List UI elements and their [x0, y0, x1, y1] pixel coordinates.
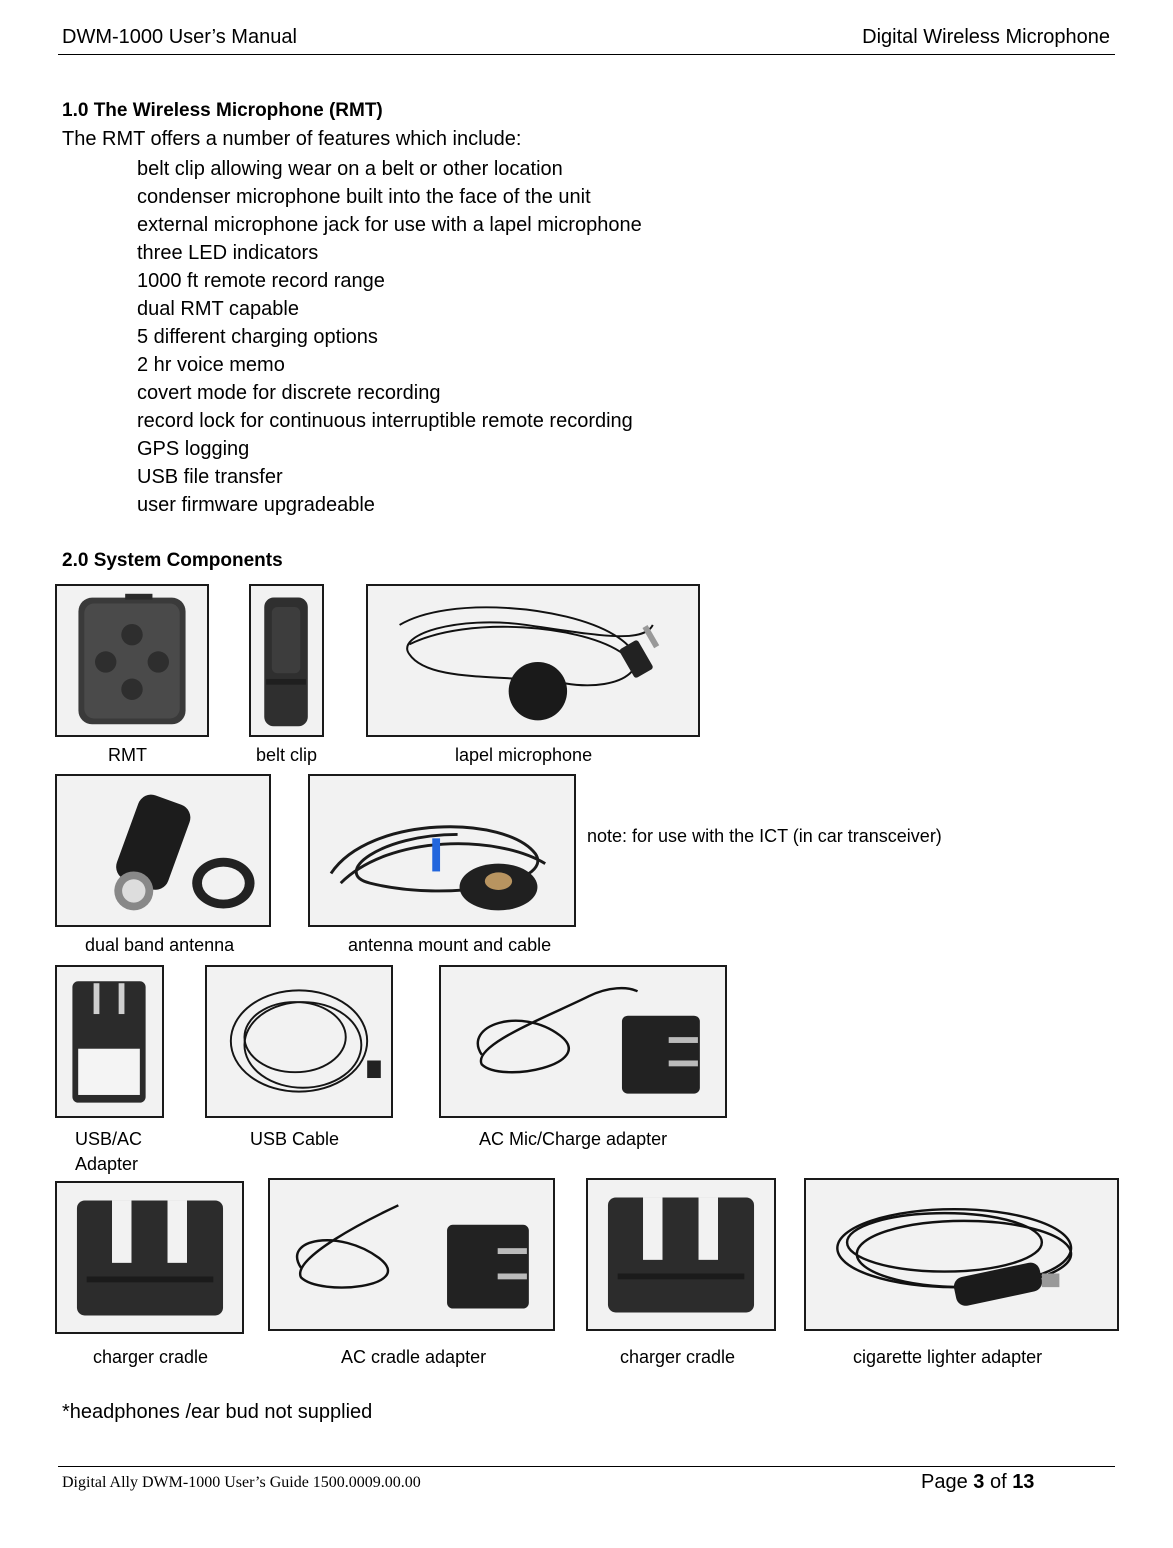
footnote: *headphones /ear bud not supplied: [62, 1401, 373, 1423]
feature-item: user firmware upgradeable: [137, 494, 375, 516]
feature-item: covert mode for discrete recording: [137, 382, 441, 404]
caption-charger-cradle-1: charger cradle: [93, 1347, 209, 1367]
lapel-microphone-photo: [366, 584, 700, 737]
of-word: of: [984, 1471, 1013, 1493]
rmt-photo: [55, 584, 209, 737]
caption-charger-cradle-2: charger cradle: [620, 1347, 736, 1367]
caption-usb-ac-line-1: USB/AC: [75, 1129, 143, 1149]
usb-cable-photo: [205, 965, 393, 1118]
footer-guide: Digital Ally DWM-1000 User’s Guide 1500.0009.00.00: [62, 1474, 421, 1491]
feature-item: dual RMT capable: [137, 298, 299, 320]
page-word: Page: [921, 1471, 974, 1493]
page-current: 3: [973, 1471, 985, 1493]
feature-item: 1000 ft remote record range: [137, 270, 385, 292]
belt-clip-photo: [249, 584, 324, 737]
caption-dual-band-antenna: dual band antenna: [85, 935, 235, 955]
caption-belt-clip: belt clip: [256, 745, 318, 765]
feature-item: 2 hr voice memo: [137, 354, 285, 376]
antenna-mount-photo: [308, 774, 576, 927]
caption-usb-ac-line-2: Adapter: [75, 1154, 139, 1174]
caption-cigarette-lighter-adapter: cigarette lighter adapter: [853, 1347, 1043, 1367]
ac-mic-charge-adapter-photo: [439, 965, 727, 1118]
feature-item: three LED indicators: [137, 242, 319, 264]
feature-item: USB file transfer: [137, 466, 283, 488]
caption-usb-cable: USB Cable: [250, 1129, 340, 1149]
header-rule: [58, 54, 1115, 55]
section-1-intro: The RMT offers a number of features which include:: [62, 128, 522, 150]
footer-rule: [58, 1466, 1115, 1467]
dual-band-antenna-photo: [55, 774, 271, 927]
ac-cradle-adapter-photo: [268, 1178, 555, 1331]
caption-lapel-microphone: lapel microphone: [455, 745, 593, 765]
section-1-title: 1.0 The Wireless Microphone (RMT): [62, 100, 383, 121]
usb-ac-adapter-photo: [55, 965, 164, 1118]
antenna-note: note: for use with the ICT (in car transceiver): [587, 826, 942, 846]
caption-rmt: RMT: [108, 745, 147, 765]
feature-item: condenser microphone built into the face of the unit: [137, 186, 591, 208]
feature-item: record lock for continuous interruptible remote recording: [137, 410, 633, 432]
feature-item: belt clip allowing wear on a belt or other location: [137, 158, 563, 180]
header-title: DWM-1000 User’s Manual: [62, 26, 297, 48]
caption-antenna-mount: antenna mount and cable: [348, 935, 552, 955]
caption-ac-cradle-adapter: AC cradle adapter: [341, 1347, 487, 1367]
charger-cradle-photo-2: [586, 1178, 776, 1331]
caption-ac-mic-charge-adapter: AC Mic/Charge adapter: [479, 1129, 668, 1149]
section-2-title: 2.0 System Components: [62, 550, 283, 571]
cigarette-lighter-adapter-photo: [804, 1178, 1119, 1331]
header-subtitle: Digital Wireless Microphone: [862, 26, 1110, 48]
feature-item: 5 different charging options: [137, 326, 378, 348]
feature-item: external microphone jack for use with a lapel microphone: [137, 214, 642, 236]
page-number: [921, 1471, 1034, 1494]
charger-cradle-photo-1: [55, 1181, 244, 1334]
page-total: 13: [1012, 1471, 1035, 1493]
feature-item: GPS logging: [137, 438, 250, 460]
